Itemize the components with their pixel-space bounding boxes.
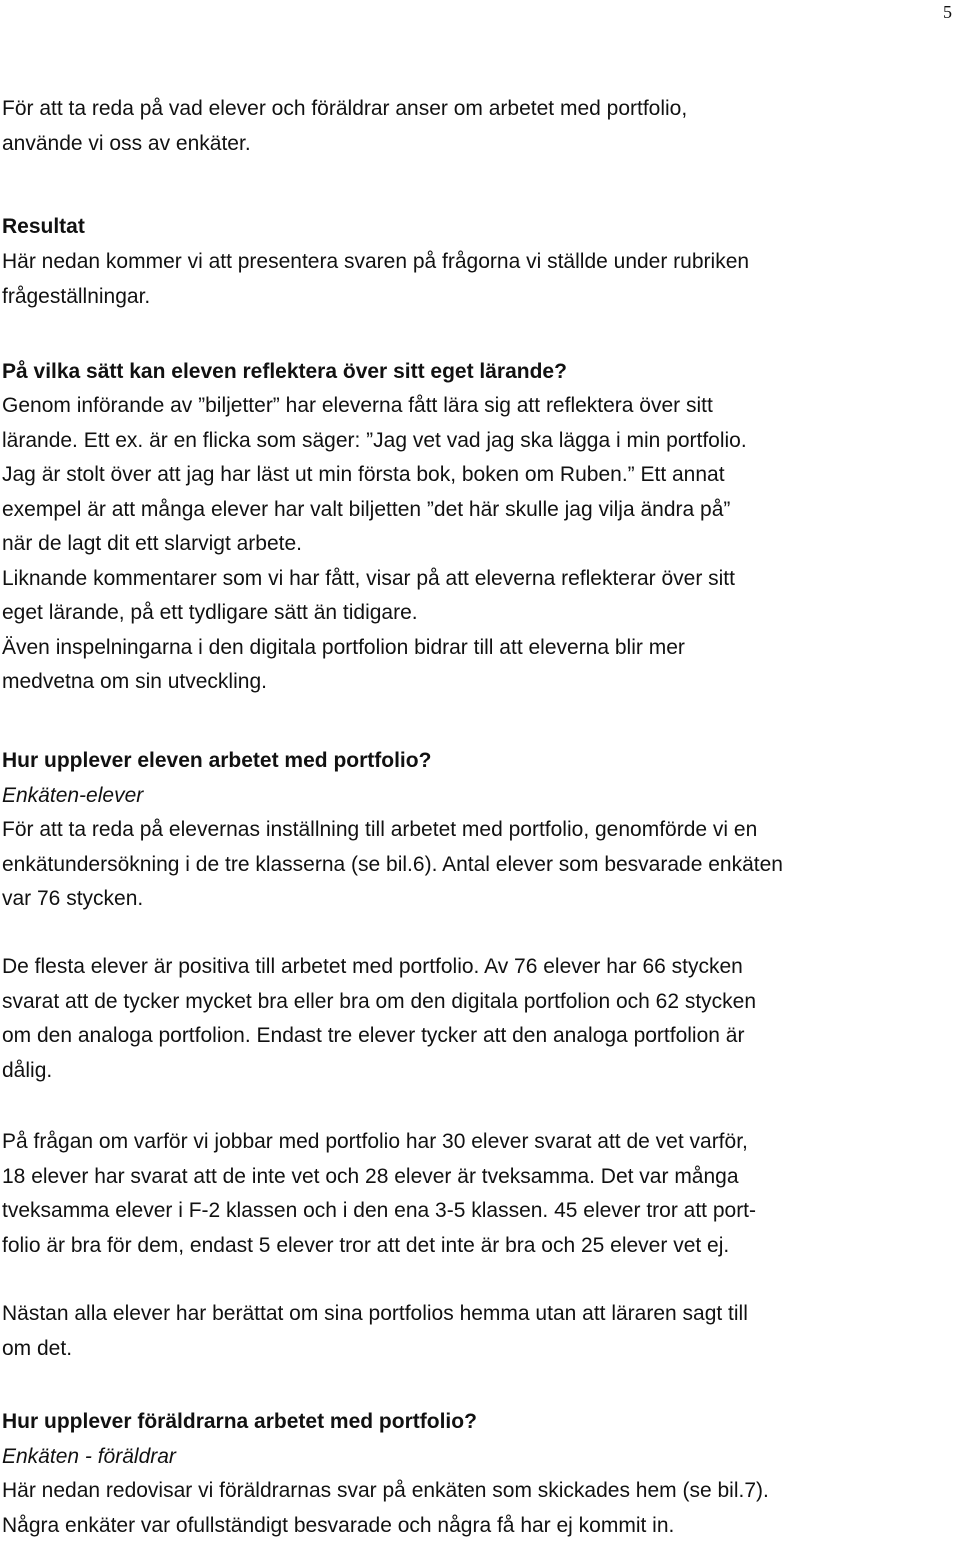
section-heading-resultat: Resultat (2, 210, 85, 245)
text-line: svarat att de tycker mycket bra eller bra om den digitala portfolion och 62 stycken (2, 985, 958, 1020)
text-line: när de lagt dit ett slarvigt arbete. (2, 527, 958, 562)
student-survey-paragraph (2, 813, 958, 917)
page-number: 5 (943, 2, 952, 23)
text-line: För att ta reda på elevernas inställning till arbetet med portfolio, genomförde vi en (2, 813, 958, 848)
text-line: använde vi oss av enkäter. (2, 127, 958, 162)
text-line: enkätundersökning i de tre klasserna (se bil.6). Antal elever som besvarade enkäten (2, 848, 958, 883)
resultat-paragraph (2, 245, 958, 314)
text-line: 18 elever har svarat att de inte vet och 28 elever är tveksamma. Det var många (2, 1160, 958, 1195)
text-line: Liknande kommentarer som vi har fått, visar på att eleverna reflekterar över sitt (2, 562, 958, 597)
text-line: dålig. (2, 1054, 958, 1089)
parent-survey-paragraph (2, 1474, 958, 1543)
text-line: Jag är stolt över att jag har läst ut min första bok, boken om Ruben.” Ett annat (2, 458, 958, 493)
section-heading-parent-experience: Hur upplever föräldrarna arbetet med portfolio? (2, 1405, 477, 1440)
subheading-student-survey: Enkäten-elever (2, 779, 143, 814)
text-line: Nästan alla elever har berättat om sina portfolios hemma utan att läraren sagt till (2, 1297, 958, 1332)
student-home-paragraph (2, 1297, 958, 1366)
subheading-parent-survey: Enkäten - föräldrar (2, 1440, 176, 1475)
text-line: Några enkäter var ofullständigt besvarade och några få har ej kommit in. (2, 1509, 958, 1543)
text-line: medvetna om sin utveckling. (2, 665, 958, 700)
text-line: om den analoga portfolion. Endast tre elever tycker att den analoga portfolion är (2, 1019, 958, 1054)
text-line: folio är bra för dem, endast 5 elever tror att det inte är bra och 25 elever vet ej. (2, 1229, 958, 1264)
text-line: eget lärande, på ett tydligare sätt än tidigare. (2, 596, 958, 631)
text-line: De flesta elever är positiva till arbetet med portfolio. Av 76 elever har 66 stycken (2, 950, 958, 985)
text-line: Genom införande av ”biljetter” har eleverna fått lära sig att reflektera över sitt (2, 389, 958, 424)
section-heading-reflection: På vilka sätt kan eleven reflektera över sitt eget lärande? (2, 355, 567, 390)
text-line: om det. (2, 1332, 958, 1367)
text-line: För att ta reda på vad elever och föräldrar anser om arbetet med portfolio, (2, 92, 958, 127)
intro-paragraph (2, 92, 958, 161)
text-line: exempel är att många elever har valt biljetten ”det här skulle jag vilja ändra på” (2, 493, 958, 528)
student-why-paragraph (2, 1125, 958, 1263)
text-line: Här nedan redovisar vi föräldrarnas svar på enkäten som skickades hem (se bil.7). (2, 1474, 958, 1509)
section-heading-student-experience: Hur upplever eleven arbetet med portfolio? (2, 744, 431, 779)
text-line: lärande. Ett ex. är en flicka som säger: ”Jag vet vad jag ska lägga i min portfolio. (2, 424, 958, 459)
text-line: Även inspelningarna i den digitala portfolion bidrar till att eleverna blir mer (2, 631, 958, 666)
text-line: På frågan om varför vi jobbar med portfolio har 30 elever svarat att de vet varför, (2, 1125, 958, 1160)
text-line: var 76 stycken. (2, 882, 958, 917)
text-line: Här nedan kommer vi att presentera svaren på frågorna vi ställde under rubriken (2, 245, 958, 280)
text-line: tveksamma elever i F-2 klassen och i den ena 3-5 klassen. 45 elever tror att port- (2, 1194, 958, 1229)
reflection-paragraph (2, 389, 958, 700)
text-line: frågeställningar. (2, 280, 958, 315)
student-results-paragraph (2, 950, 958, 1088)
